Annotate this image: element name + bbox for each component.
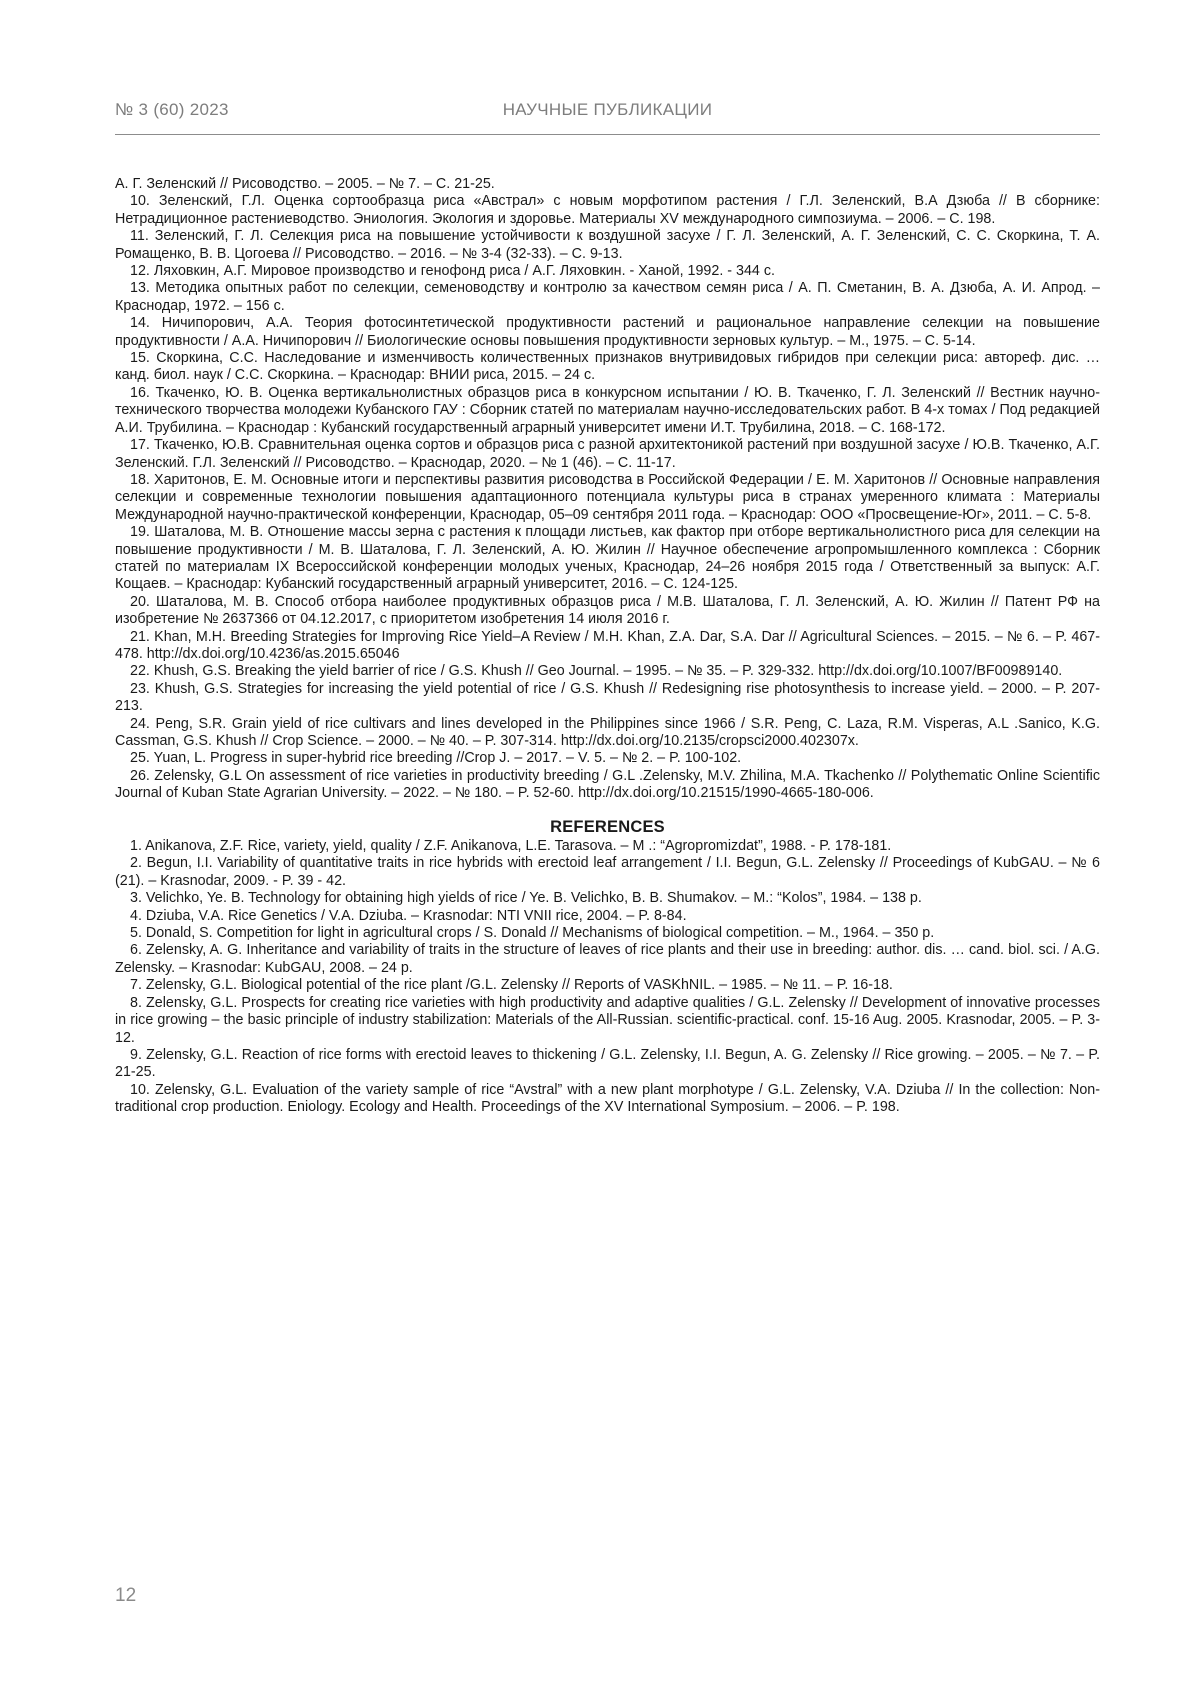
reference-item: 7. Zelensky, G.L. Biological potential of the rice plant /G.L. Zelensky // Reports of VASKhNIL. – 1985. – № 11. – P. 16-18. [130,977,893,994]
section-title: НАУЧНЫЕ ПУБЛИКАЦИИ [502,100,713,119]
reference-item: 25. Yuan, L. Progress in super-hybrid rice breeding //Crop J. – 2017. – V. 5. – № 2. – P. 100-102. [130,750,742,767]
reference-item: 13. Методика опытных работ по селекции, семеноводству и контролю за качеством семян риса / А. П. Сметанин, В. А. Дзюба, А. И. Апрод. – Краснодар, 1972. – 156 с. [115,280,1100,314]
reference-item: 10. Зеленский, Г.Л. Оценка сортообразца риса «Австрал» с новым морфотипом растения / Г.Л. Зеленский, В.А Дзюба // В сборнике: Нетрадиционное растениеводство. Эниология. Экология и здоровье. Материалы XV международного симпозиума. – 2006. – С. 198. [115,193,1100,227]
reference-item: 10. Zelensky, G.L. Evaluation of the variety sample of rice “Avstral” with a new plant morphotype / G.L. Zelensky, V.A. Dziuba // In the collection: Non-traditional crop production. Eniology. Ecology and Health. Proceedings of the XV International Symposium. – 2006. – P. 198. [115,1081,1100,1116]
russian-reference-list [115,176,1100,803]
reference-item: 12. Ляховкин, А.Г. Мировое производство и генофонд риса / А.Г. Ляховкин. - Ханой, 1992. - 344 с. [130,263,775,280]
reference-item: 9. Zelensky, G.L. Reaction of rice forms with erectoid leaves to thickening / G.L. Zelensky, I.I. Begun, A. G. Zelensky // Rice growing. – 2005. – № 7. – P. 21-25. [115,1046,1100,1081]
page-number: 12 [115,1585,137,1606]
reference-item: 24. Peng, S.R. Grain yield of rice cultivars and lines developed in the Philippines since 1966 / S.R. Peng, C. Laza, R.M. Visperas, A.L .Sanico, K.G. Cassman, G.S. Khush // Crop Science. – 2000. – № 40. – P. 307-314. http://dx.doi.org/10.2135/cropsci2000.402307x. [115,715,1100,749]
reference-item: 5. Donald, S. Competition for light in agricultural crops / S. Donald // Mechanisms of biological competition. – M., 1964. – 350 p. [130,925,935,942]
reference-item: 23. Khush, G.S. Strategies for increasing the yield potential of rice / G.S. Khush // Redesigning rise photosynthesis to increase yield. – 2000. – P. 207-213. [115,680,1100,715]
reference-item: 15. Скоркина, С.С. Наследование и изменчивость количественных признаков внутривидовых гибридов при селекции риса: автореф. дис. … канд. биол. наук / С.С. Скоркина. – Краснодар: ВНИИ риса, 2015. – 24 с. [115,350,1100,384]
reference-item: 16. Ткаченко, Ю. В. Оценка вертикальнолистных образцов риса в конкурсном испытании / Ю. В. Ткаченко, Г. Л. Зеленский // Вестник научно-технического творчества молодежи Кубанского ГАУ : Сборник статей по материалам научно-исследовательских работ. В 4-х томах / Под редакцией А.И. Трубилина. – Краснодар : Кубанский государственный аграрный университет имени И.Т. Трубилина, 2018. – С. 168-172. [115,384,1100,436]
reference-item: 19. Шаталова, М. В. Отношение массы зерна с растения к площади листьев, как фактор при отборе вертикальнолистного риса для селекции на повышение продуктивности / М. В. Шаталова, Г. Л. Зеленский, А. Ю. Жилин // Научное обеспечение агропромышленного комплекса : Сборник статей по материалам IX Всероссийской конференции молодых ученых, Краснодар, 24–26 ноября 2015 года / Ответственный за выпуск: А.Г. Кощаев. – Краснодар: Кубанский государственный аграрный университет, 2016. – С. 124-125. [115,524,1100,593]
reference-item: 26. Zelensky, G.L On assessment of rice varieties in productivity breeding / G.L .Zelensky, M.V. Zhilina, M.A. Tkachenko // Polythematic Online Scientific Journal of Kuban State Agrarian University. – 2022. – № 180. – P. 52-60. http://dx.doi.org/10.21515/1990-4665-180-006. [115,767,1100,802]
reference-item: 17. Ткаченко, Ю.В. Сравнительная оценка сортов и образцов риса с разной архитектоникой растений при воздушной засухе / Ю.В. Ткаченко, А.Г. Зеленский. Г.Л. Зеленский // Рисоводство. – Краснодар, 2020. – № 1 (46). – С. 11-17. [115,437,1100,471]
english-reference-list [115,838,1100,1117]
references-heading: REFERENCES [550,817,665,836]
reference-item: 11. Зеленский, Г. Л. Селекция риса на повышение устойчивости к воздушной засухе / Г. Л. Зеленский, А. Г. Зеленский, С. С. Скоркина, Т. А. Ромащенко, В. В. Цогоева // Рисоводство. – 2016. – № 3-4 (32-33). – С. 9-13. [115,228,1100,262]
reference-item: 18. Харитонов, Е. М. Основные итоги и перспективы развития рисоводства в Российской Федерации / Е. М. Харитонов // Основные направления селекции и современные технологии повышения адаптационного потенциала культуры риса в странах умеренного климата : Материалы Международной научно-практической конференции, Краснодар, 05–09 сентября 2011 года. – Краснодар: ООО «Просвещение-Юг», 2011. – С. 5-8. [115,471,1100,523]
reference-item: 1. Anikanova, Z.F. Rice, variety, yield, quality / Z.F. Anikanova, L.E. Tarasova. – M .: “Agropromizdat”, 1988. - P. 178-181. [130,838,892,855]
reference-item: 8. Zelensky, G.L. Prospects for creating rice varieties with high productivity and adaptive qualities / G.L. Zelensky // Development of innovative processes in rice growing – the basic principle of industry stabilization: Materials of the All-Russian. scientific-practical. conf. 15-16 Aug. 2005. Krasnodar, 2005. – P. 3-12. [115,994,1100,1046]
reference-item: 14. Ничипорович, А.А. Теория фотосинтетической продуктивности растений и рациональное направление селекции на повышение продуктивности / А.А. Ничипорович // Биологические основы повышения продуктивности зерновых культур. – М., 1975. – С. 5-14. [115,315,1100,349]
reference-item: 3. Velichko, Ye. B. Technology for obtaining high yields of rice / Ye. B. Velichko, B. B. Shumakov. – M.: “Kolos”, 1984. – 138 p. [130,890,922,907]
reference-item: 6. Zelensky, A. G. Inheritance and variability of traits in the structure of leaves of rice plants and their use in breeding: author. dis. … cand. biol. sci. / A.G. Zelensky. – Krasnodar: KubGAU, 2008. – 24 p. [115,942,1100,976]
running-header [115,100,1100,130]
reference-item: 22. Khush, G.S. Breaking the yield barrier of rice / G.S. Khush // Geo Journal. – 1995. – № 35. – P. 329-332. http://dx.doi.org/10.1007/BF00989140. [130,663,1063,680]
issue-number: № 3 (60) 2023 [115,100,229,119]
reference-item: 20. Шаталова, М. В. Способ отбора наиболее продуктивных образцов риса / М.В. Шаталова, Г. Л. Зеленский, А. Ю. Жилин // Патент РФ на изобретение № 2637366 от 04.12.2017, с приоритетом изобретения 14 июля 2016 г. [115,593,1100,628]
page-body [115,176,1100,1117]
reference-item: 4. Dziuba, V.A. Rice Genetics / V.A. Dziuba. – Krasnodar: NTI VNII rice, 2004. – P. 8-84. [130,907,687,924]
header-divider [115,134,1100,135]
reference-item: 21. Khan, M.H. Breeding Strategies for Improving Rice Yield–A Review / M.H. Khan, Z.A. Dar, S.A. Dar // Agricultural Sciences. – 2015. – № 6. – P. 467-478. http://dx.doi.org/10.4236/as.2015.65046 [115,628,1100,662]
reference-item: 2. Begun, I.I. Variability of quantitative traits in rice hybrids with erectoid leaf arrangement / I.I. Begun, G.L. Zelensky // Proceedings of KubGAU. – № 6 (21). – Krasnodar, 2009. - P. 39 - 42. [115,855,1100,889]
reference-item: А. Г. Зеленский // Рисоводство. – 2005. – № 7. – С. 21-25. [115,176,495,192]
